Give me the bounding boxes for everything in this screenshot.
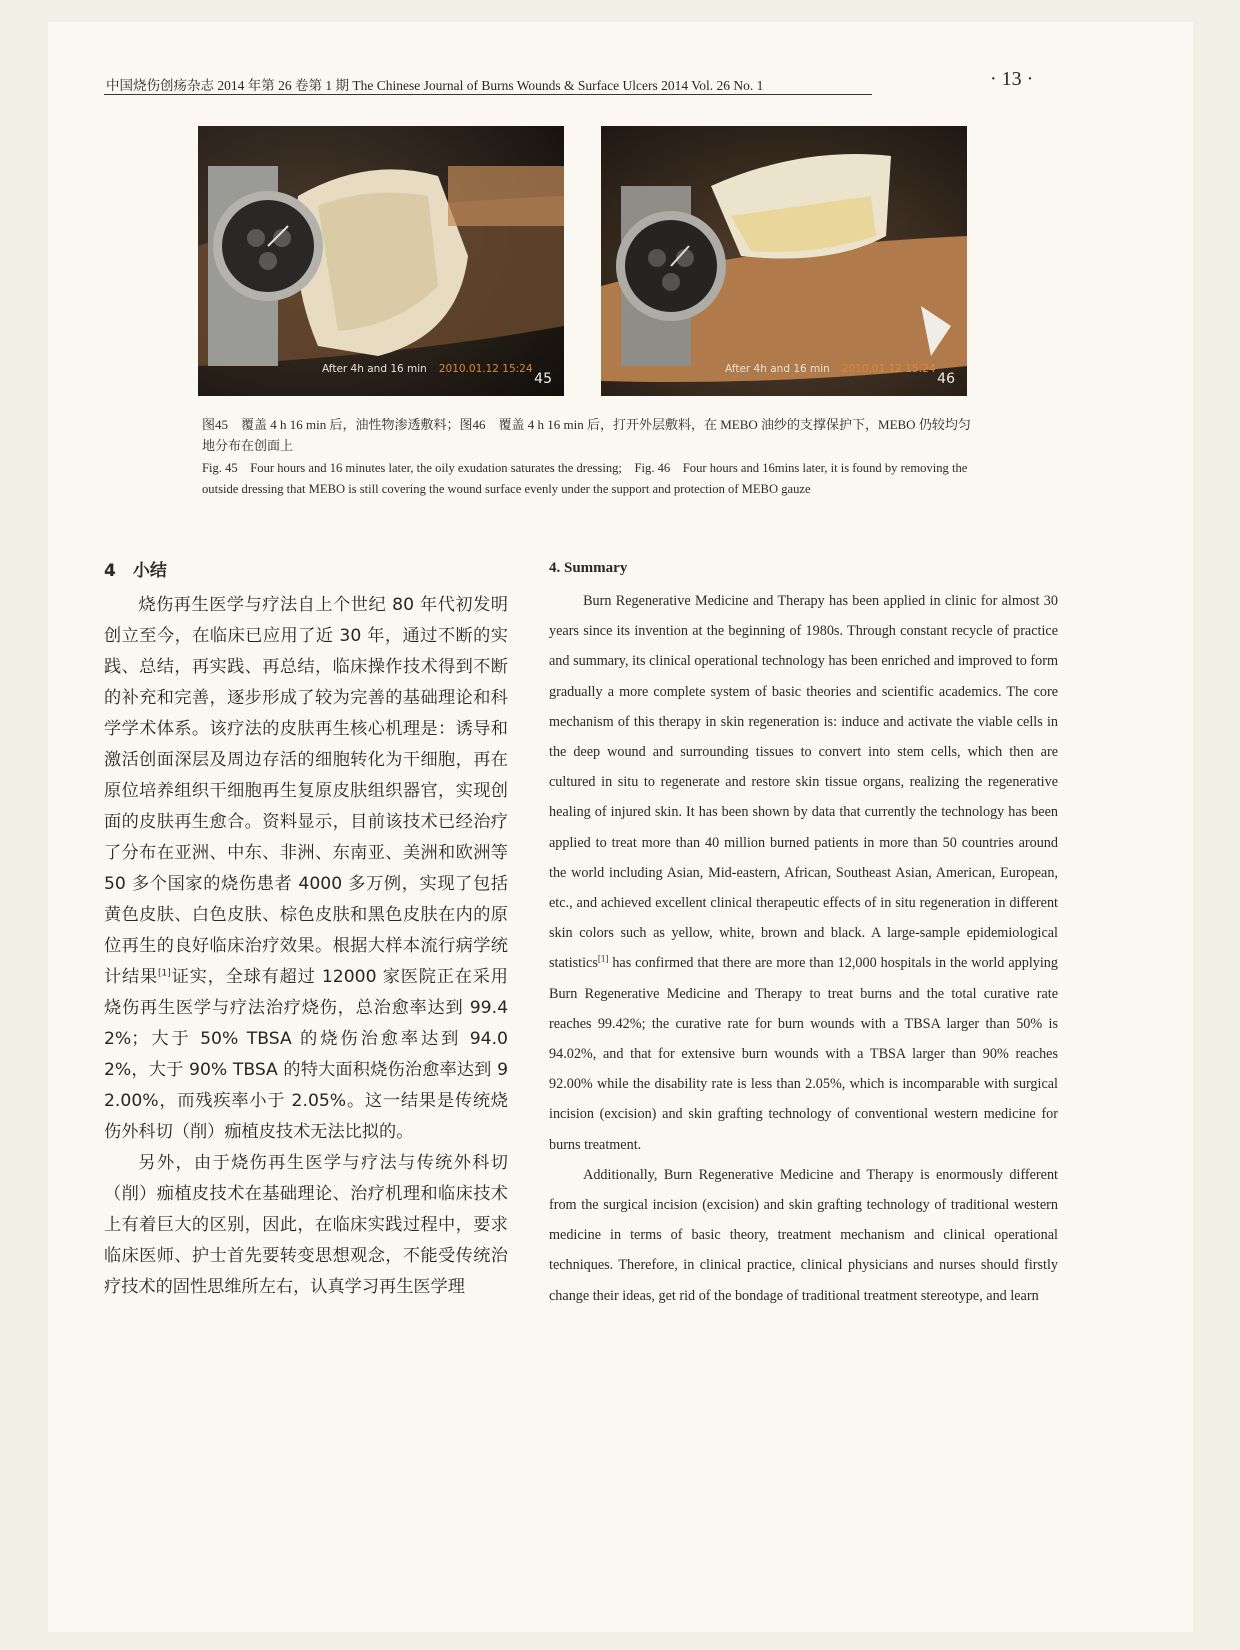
- english-paragraph-2: Additionally, Burn Regenerative Medicine and Therapy is enormously different from the surgical incision (excision) and skin grafting technology of traditional western medicine in terms of basic theory, treatment mechanism and clinical operational techniques. Therefore, in clinical practice, clinical physicians and nurses should firstly change their ideas, get rid of the bondage of traditional treatment stereotype, and learn: [549, 1166, 1058, 1304]
- chinese-paragraph-2: 另外，由于烧伤再生医学与疗法与传统外科切（削）痂植皮技术在基础理论、治疗机理和临床技术上有着巨大的区别，因此，在临床实践过程中，要求临床医师、护士首先要转变思想观念，不能受传统治疗技术的固性思维所左右，认真学习再生医学理: [104, 1153, 508, 1297]
- section-heading-chinese: 4 小结: [104, 561, 167, 581]
- chinese-column: [104, 590, 508, 1303]
- english-column: [549, 586, 1058, 1311]
- section-heading-english: 4. Summary: [549, 560, 628, 576]
- figure-45-illustration: [198, 126, 564, 396]
- figure-45-number: 45: [534, 371, 552, 387]
- figure-46-number: 46: [937, 371, 955, 387]
- figure-46-photo: [601, 126, 967, 396]
- citation-ref[interactable]: [1]: [158, 968, 171, 979]
- figure-45-photo: [198, 126, 564, 396]
- figure-caption-chinese: 图45 覆盖 4 h 16 min 后，油性物渗透敷料；图46 覆盖 4 h 16 min 后，打开外层敷料，在 MEBO 油纱的支撑保护下，MEBO 仍较均匀地分布在创面上: [202, 417, 971, 453]
- chinese-paragraph-1: 烧伤再生医学与疗法自上个世纪 80 年代初发明创立至今，在临床已应用了近 30 年，通过不断的实践、总结，再实践、再总结，临床操作技术得到不断的补充和完善，逐步形成了较为完善的基础理论和科学学术体系。该疗法的皮肤再生核心机理是：诱导和激活创面深层及周边存活的细胞转化为干细胞，再在原位培养组织干细胞再生复原皮肤组织器官，实现创面的皮肤再生愈合。资料显示，目前该技术已经治疗了分布在亚洲、中东、非洲、东南亚、美洲和欧洲等 50 多个国家的烧伤患者 4000 多万例，实现了包括黄色皮肤、白色皮肤、棕色皮肤和黑色皮肤在内的原位再生的良好临床治疗效果。根据大样本流行病学统计结果[1]证实，全球有超过 12000 家医院正在采用烧伤再生医学与疗法治疗烧伤，总治愈率达到 99.42%；大于 50% TBSA 的烧伤治愈率达到 94.02%，大于 90% TBSA 的特大面积烧伤治愈率达到 92.00%，而残疾率小于 2.05%。这一结果是传统烧伤外科切（削）痂植皮技术无法比拟的。: [104, 595, 508, 1142]
- figure-caption-english: Fig. 45 Four hours and 16 minutes later, the oily exudation saturates the dressing; Fig. 46 Four hours and 16mins later, it is found by removing the outside dressing that MEBO is still covering the wound surface evenly under the support and protection of MEBO gauze: [202, 461, 968, 496]
- citation-ref[interactable]: [1]: [597, 953, 609, 964]
- page-number: · 13 ·: [990, 68, 1034, 90]
- figure-45-timestamp: After 4h and 16 min 2010.01.12 15:24: [322, 363, 533, 375]
- figure-46-timestamp: After 4h and 16 min 2010.01.12 15:24: [725, 363, 936, 375]
- figure-46-illustration: [601, 126, 967, 396]
- header-rule: [104, 94, 872, 95]
- english-paragraph-1: Burn Regenerative Medicine and Therapy has been applied in clinic for almost 30 years since its invention at the beginning of 1980s. Through constant recycle of practice and summary, its clinical operational technology has been enriched and improved to form gradually a more complete system of basic theories and scientific academics. The core mechanism of this therapy in skin regeneration is: induce and activate the viable cells in the deep wound and surrounding tissues to convert into stem cells, which then are cultured in situ to regenerate and restore skin tissue organs, realizing the regenerative healing of injured skin. It has been shown by data that currently the technology has been applied to treat more than 40 million burned patients in more than 50 countries around the world including Asian, Mid-eastern, African, Southeast Asian, American, European, etc., and achieved excellent clinical therapeutic effects of in situ regeneration in different skin colors such as yellow, white, brown and black. A large-sample epidemiological statistics[1] has confirmed that there are more than 12,000 hospitals in the world applying Burn Regenerative Medicine and Therapy to treat burns and the total curative rate reaches 99.42%; the curative rate for burn wounds with a TBSA larger than 50% is 94.02%, and that for extensive burn wounds with a TBSA larger than 90% reaches 92.00% while the disability rate is less than 2.05%, which is incomparable with surgical incision (excision) and skin grafting technology of conventional western medicine for burns treatment.: [549, 593, 1058, 1153]
- running-head: 中国烧伤创疡杂志 2014 年第 26 卷第 1 期 The Chinese Journal of Burns Wounds & Surface Ulcers 2014 Vol. 26 No. 1: [106, 78, 764, 93]
